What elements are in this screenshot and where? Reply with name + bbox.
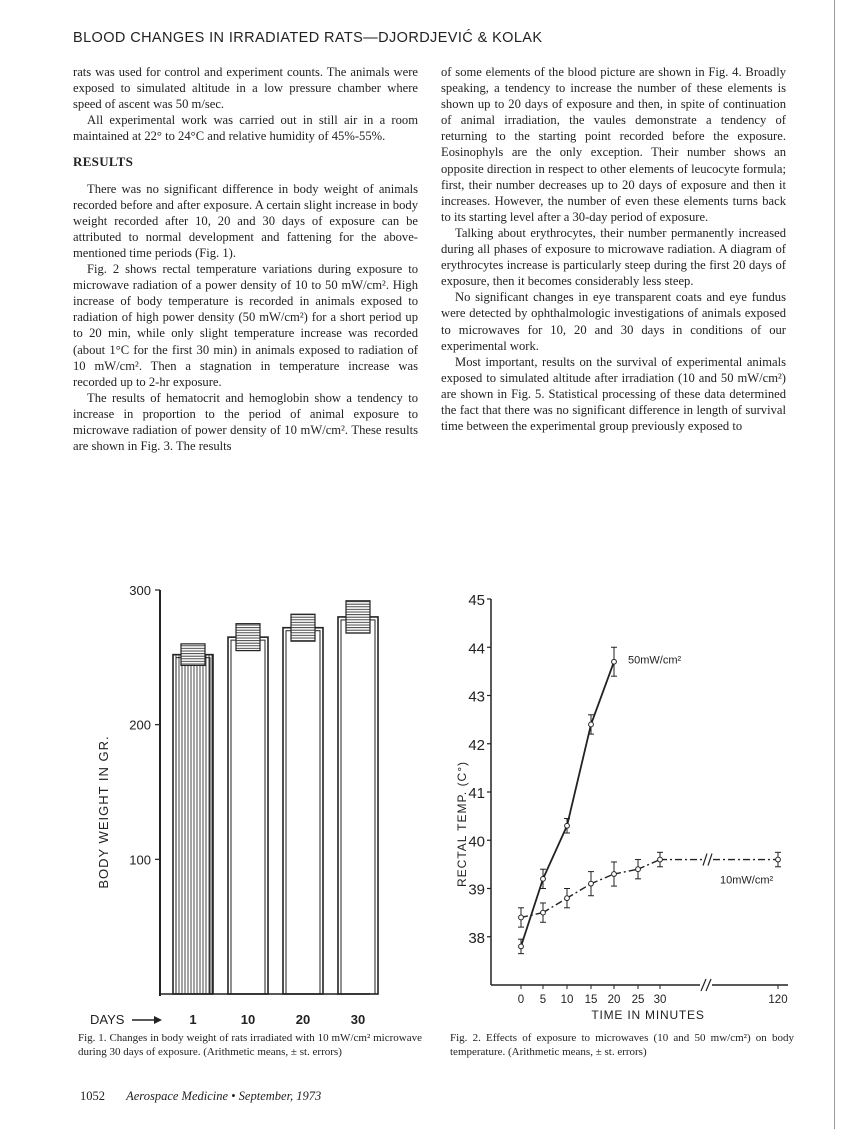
line-chart (438, 592, 798, 1032)
line-break-icon (708, 854, 712, 866)
x-axis-label: DAYS (90, 1012, 125, 1027)
paragraph: The results of hematocrit and hemoglobin show a tendency to increase in proportion to the period of animal exposure to microwave radiation of power density of 10 mW/cm². These results are shown in Fig. 3. The results (73, 390, 418, 454)
bar (283, 628, 323, 994)
left-column (73, 64, 418, 454)
axis-break-icon (706, 979, 711, 991)
series-line-10mw (543, 898, 567, 912)
data-point (776, 857, 781, 862)
x-tick-label: 20 (295, 1012, 311, 1027)
x-tick-label: 15 (584, 994, 598, 1006)
paragraph: Talking about erythrocytes, their number permanently increased during all phases of exposure to microwave radiation. A diagram of erythrocytes increase is particularly steep during the first 20 days of exposure, then it becomes considerably less steep. (441, 225, 786, 289)
figure-2-rectal-temp-chart (438, 592, 798, 1032)
y-axis-label: BODY WEIGHT IN GR. (96, 735, 111, 889)
y-axis-label: RECTAL TEMP. (C°) (455, 760, 469, 888)
data-point (565, 896, 570, 901)
x-tick-label: 30 (350, 1012, 366, 1027)
y-tick-label: 39 (468, 881, 485, 899)
data-point (589, 722, 594, 727)
x-tick-label: 10 (560, 994, 574, 1006)
x-tick-label: 120 (768, 994, 788, 1006)
running-header: BLOOD CHANGES IN IRRADIATED RATS—DJORDJEVIĆ & KOLAK (73, 30, 543, 46)
data-point (519, 944, 524, 949)
y-tick-label: 41 (468, 785, 485, 802)
data-point (612, 659, 617, 664)
paragraph: of some elements of the blood picture are shown in Fig. 4. Broadly speaking, a tendency to increase the number of these elements is shown up to 20 days of exposure and then, in spite of continuation of animal irradiation, the vaules demonstrate a tendency of returning to the starting point recorded before the exposure. Eosinophyls are the only exception. Their number shows an opposite direction in respect to other elements of leucocyte formula; first, their number decreases up to 20 days of exposure and then it increases. However, the number of even these elements turns back to its starting level after a 30-day period of exposure. (441, 65, 786, 224)
bar (228, 637, 268, 994)
y-tick-label: 300 (129, 583, 151, 598)
y-tick-label: 200 (129, 717, 151, 733)
figure-1-caption: Fig. 1. Changes in body weight of rats irradiated with 10 mW/cm² microwave during 30 days of exposure. (Arithmetic means, ± st. errors) (78, 1032, 422, 1058)
series-line-10mw (591, 874, 614, 884)
series-line-50mw (567, 724, 591, 825)
series-label-10mw: 10mW/cm² (720, 874, 774, 887)
x-tick-label: 30 (653, 994, 667, 1006)
y-tick-label: 44 (468, 640, 485, 658)
y-tick-label: 43 (468, 688, 485, 706)
data-point (519, 915, 524, 920)
x-tick-label: 20 (607, 994, 621, 1006)
y-tick-label: 38 (468, 929, 485, 947)
line-break-icon (703, 854, 707, 866)
series-line-50mw (591, 662, 614, 725)
figure-1-body-weight-chart (70, 572, 430, 1032)
paragraph: All experimental work was carried out in still air in a room maintained at 22° to 24°C and relative humidity of 45%-55%. (73, 113, 418, 144)
right-column (441, 64, 786, 434)
paragraph: Fig. 2 shows rectal temperature variations during exposure to microwave radiation of a power density of 10 to 50 mW/cm². High increase of body temperature is recorded in animals exposed to radiation of high power density (50 mW/cm²) for a short period up to 20 min, while only slight temperature increase was recorded (about 1°C for the first 30 min) in animals exposed to radiation of 10 mW/cm². Then a stagnation in temperature increase was recorded up to 2-hr exposure. (73, 262, 418, 389)
series-line-10mw (567, 884, 591, 898)
data-point (658, 857, 663, 862)
data-point (565, 823, 570, 828)
data-point (541, 876, 546, 881)
series-line-10mw (614, 869, 638, 874)
y-tick-label: 40 (468, 833, 485, 851)
series-line-50mw (543, 826, 567, 879)
series-line-50mw (521, 879, 543, 947)
section-heading: RESULTS (73, 154, 134, 170)
error-box (291, 614, 315, 641)
page-number: 1052 (80, 1089, 105, 1103)
x-tick-label: 5 (539, 994, 547, 1006)
error-box (346, 601, 370, 633)
x-tick-label: 25 (631, 994, 645, 1006)
page-edge (834, 0, 835, 1129)
data-point (589, 881, 594, 886)
series-label-50mw: 50mW/cm² (628, 654, 682, 667)
error-box (181, 644, 205, 666)
journal-name: Aerospace Medicine • September, 1973 (126, 1089, 322, 1103)
y-tick-label: 100 (129, 852, 151, 868)
bar (173, 655, 213, 994)
bar-chart (70, 572, 430, 1032)
y-tick-label: 45 (468, 592, 485, 609)
x-tick-label: 1 (189, 1012, 197, 1027)
paragraph: No significant changes in eye transparent coats and eye fundus were detected by ophthalmologic investigations of animals exposed to microwaves for 10, 20 and 30 days in conditions of our experimental work. (441, 290, 786, 353)
series-line-10mw (638, 860, 660, 870)
y-tick-label: 42 (468, 736, 485, 754)
data-point (636, 867, 641, 872)
x-tick-label: 0 (517, 994, 525, 1006)
paragraph: Most important, results on the survival of experimental animals exposed to simulated altitude after irradiation (10 and 50 mW/cm²) are shown in Fig. 5. Statistical processing of these data determined the fact that there was no significant difference in length of survival time between the experimental group previously exposed to (441, 354, 786, 434)
arrow-head-icon (154, 1016, 162, 1024)
data-point (541, 910, 546, 915)
x-axis-label: TIME IN MINUTES (591, 1008, 705, 1022)
figure-2-caption: Fig. 2. Effects of exposure to microwaves (10 and 50 mw/cm²) on body temperature. (Arithmetic means, ± st. errors) (450, 1032, 794, 1058)
x-tick-label: 10 (240, 1012, 256, 1027)
paragraph: rats was used for control and experiment counts. The animals were exposed to simulated altitude in a low pressure chamber where speed of ascent was 50 m/sec. (73, 65, 418, 112)
page-footer (80, 1089, 321, 1104)
paragraph: There was no significant difference in body weight of animals recorded before and after exposure. A certain slight increase in body weight recorded after 10, 20 and 30 days of exposure can be attributed to normal development and fattening for the above-mentioned time periods (Fig. 1). (73, 181, 418, 260)
data-point (612, 872, 617, 877)
axis-break-icon (701, 979, 706, 991)
bar (338, 617, 378, 994)
error-box (236, 624, 260, 651)
